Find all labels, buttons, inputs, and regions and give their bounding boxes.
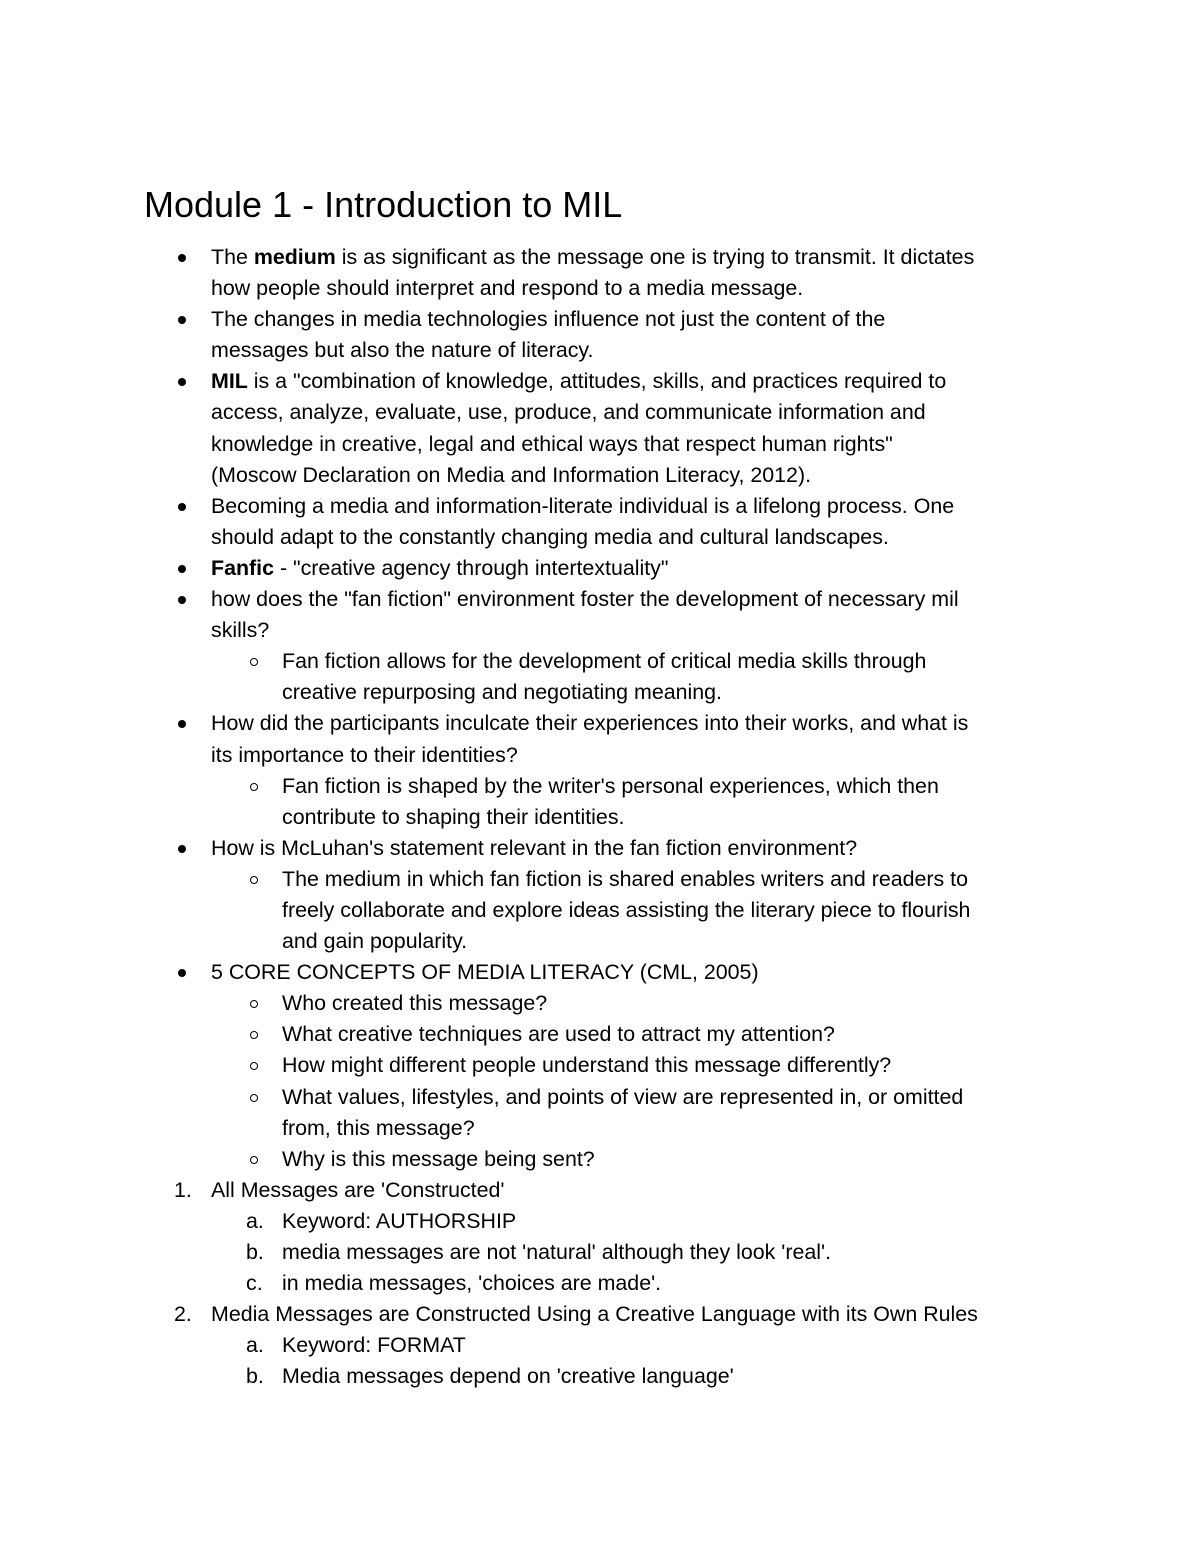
- bullet-circle-icon: [250, 658, 258, 666]
- list-letter: b.: [246, 1364, 264, 1389]
- bullet-disc-icon: [178, 378, 186, 386]
- list-item-continuation: messages but also the nature of literacy.: [211, 338, 594, 363]
- bullet-disc-icon: [178, 720, 186, 728]
- list-item: How is McLuhan's statement relevant in the fan fiction environment?: [0, 833, 1200, 864]
- sub-list-item-continuation: contribute to shaping their identities.: [282, 804, 625, 829]
- bullet-circle-icon: [250, 1000, 258, 1008]
- bullet-disc-icon: [178, 316, 186, 324]
- bold-term: MIL: [211, 369, 248, 394]
- bullet-disc-icon: [178, 845, 186, 853]
- lettered-item: b. Media messages depend on 'creative language': [0, 1361, 1200, 1392]
- bullet-disc-icon: [178, 969, 186, 977]
- bullet-disc-icon: [178, 503, 186, 511]
- list-letter: b.: [246, 1240, 264, 1264]
- page-title: Module 1 - Introduction to MIL: [144, 184, 623, 225]
- sub-list-item: The medium in which fan fiction is shared enables writers and readers to: [0, 864, 1200, 895]
- sub-list-item-continuation: creative repurposing and negotiating meaning.: [282, 680, 722, 705]
- bold-term: medium: [253, 245, 336, 269]
- bullet-circle-icon: [250, 1062, 258, 1070]
- bullet-circle-icon: [250, 876, 258, 884]
- sub-list-item-continuation: from, this message?: [282, 1115, 475, 1140]
- bullet-circle-icon: [250, 1156, 258, 1164]
- list-item: Becoming a media and information-literate individual is a lifelong process. One: [0, 491, 1200, 522]
- lettered-item: c. in media messages, 'choices are made'.: [0, 1268, 1200, 1299]
- sub-list-item: Who created this message?: [0, 988, 1200, 1019]
- sub-list-item: Fan fiction is shaped by the writer's personal experiences, which then: [0, 771, 1200, 802]
- lettered-item: a. Keyword: AUTHORSHIP: [0, 1206, 1200, 1237]
- sub-list-item: What creative techniques are used to attract my attention?: [0, 1019, 1200, 1050]
- list-item-continuation: skills?: [211, 618, 270, 643]
- list-item-continuation: knowledge in creative, legal and ethical ways that respect human rights": [211, 431, 893, 456]
- lettered-item: a. Keyword: FORMAT: [0, 1330, 1200, 1361]
- list-item-continuation: its importance to their identities?: [211, 742, 518, 767]
- list-item-continuation: should adapt to the constantly changing media and cultural landscapes.: [211, 524, 889, 549]
- list-item-continuation: how people should interpret and respond to a media message.: [211, 276, 804, 301]
- list-item: MIL is a "combination of knowledge, attitudes, skills, and practices required to: [0, 366, 1200, 397]
- bullet-circle-icon: [250, 1094, 258, 1102]
- list-item: How did the participants inculcate their experiences into their works, and what is: [0, 708, 1200, 739]
- sub-list-item: Why is this message being sent?: [0, 1144, 1200, 1175]
- sub-list-item-continuation: and gain popularity.: [282, 929, 468, 954]
- list-number: 2.: [174, 1302, 192, 1327]
- bold-term: Fanfic: [211, 555, 274, 580]
- sub-list-item-continuation: freely collaborate and explore ideas assisting the literary piece to flourish: [282, 897, 971, 922]
- list-item: The medium is as significant as the message one is trying to transmit. It dictates: [0, 242, 1200, 273]
- list-item: The changes in media technologies influence not just the content of the: [0, 304, 1200, 335]
- bullet-disc-icon: [178, 254, 186, 262]
- list-item: how does the "fan fiction" environment foster the development of necessary mil: [0, 584, 1200, 615]
- list-number: 1.: [174, 1177, 192, 1202]
- list-letter: a.: [246, 1208, 264, 1233]
- list-item-continuation: access, analyze, evaluate, use, produce, and communicate information and: [211, 400, 926, 425]
- sub-list-item: How might different people understand this message differently?: [0, 1050, 1200, 1081]
- list-item-continuation: (Moscow Declaration on Media and Information Literacy, 2012).: [211, 462, 812, 487]
- sub-list-item: What values, lifestyles, and points of view are represented in, or omitted: [0, 1082, 1200, 1113]
- bullet-disc-icon: [178, 596, 186, 604]
- list-item: 5 CORE CONCEPTS OF MEDIA LITERACY (CML, 2005): [0, 957, 1200, 988]
- lettered-item: b. media messages are not 'natural' although they look 'real'.: [0, 1237, 1200, 1268]
- numbered-item: 2. Media Messages are Constructed Using a Creative Language with its Own Rules: [0, 1299, 1200, 1330]
- sub-list-item: Fan fiction allows for the development of critical media skills through: [0, 646, 1200, 677]
- notes-content: [0, 242, 1200, 1392]
- numbered-item: 1. All Messages are 'Constructed': [0, 1175, 1200, 1206]
- list-item: Fanfic - "creative agency through intertextuality": [0, 553, 1200, 584]
- bullet-circle-icon: [250, 783, 258, 791]
- bullet-circle-icon: [250, 1031, 258, 1039]
- bullet-disc-icon: [178, 565, 186, 573]
- list-letter: c.: [246, 1271, 263, 1296]
- list-letter: a.: [246, 1333, 264, 1358]
